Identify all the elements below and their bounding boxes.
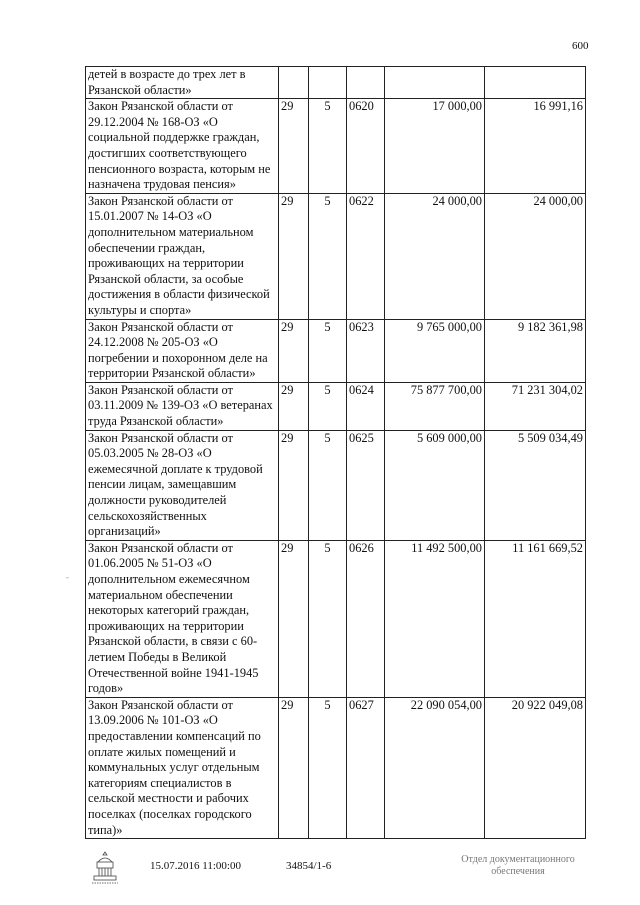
row-grbs-code: 29	[279, 319, 309, 382]
row-section-code: 5	[309, 430, 347, 540]
row-law-name: детей в возрасте до трех лет в Рязанской области»	[86, 67, 279, 99]
table-row	[86, 67, 586, 99]
footer-date: 15.07.2016 11:00:00	[150, 860, 241, 872]
row-grbs-code: 29	[279, 540, 309, 697]
row-actual-amount	[485, 67, 586, 99]
row-planned-amount: 5 609 000,00	[385, 430, 485, 540]
table-row	[86, 99, 586, 194]
row-actual-amount: 11 161 669,52	[485, 540, 586, 697]
budget-table	[85, 66, 586, 839]
row-actual-amount: 71 231 304,02	[485, 382, 586, 430]
budget-table-body	[86, 67, 586, 839]
page-footer	[0, 850, 640, 890]
row-actual-amount: 9 182 361,98	[485, 319, 586, 382]
row-subsection-code: 0626	[347, 540, 385, 697]
emblem-stamp-icon	[89, 850, 121, 886]
table-row	[86, 382, 586, 430]
row-section-code: 5	[309, 697, 347, 838]
row-law-name: Закон Рязанской области от 24.12.2008 № 205-ОЗ «О погребении и похоронном деле на территории Рязанской области»	[86, 319, 279, 382]
row-planned-amount	[385, 67, 485, 99]
table-row	[86, 540, 586, 697]
row-actual-amount: 20 922 049,08	[485, 697, 586, 838]
row-actual-amount: 24 000,00	[485, 193, 586, 319]
row-planned-amount: 11 492 500,00	[385, 540, 485, 697]
row-law-name: Закон Рязанской области от 29.12.2004 № 168-ОЗ «О социальной поддержке граждан, достигших соответствующего пенсионного возраста, которым не назначена трудовая пенсия»	[86, 99, 279, 194]
row-section-code: 5	[309, 99, 347, 194]
footer-organization-line2: обеспечения	[491, 866, 545, 877]
row-grbs-code: 29	[279, 382, 309, 430]
row-planned-amount: 9 765 000,00	[385, 319, 485, 382]
row-law-name: Закон Рязанской области от 05.03.2005 № 28-ОЗ «О ежемесячной доплате к трудовой пенсии лицам, замещавшим должности руководителей сельскохозяйственных организаций»	[86, 430, 279, 540]
row-subsection-code: 0624	[347, 382, 385, 430]
table-row	[86, 319, 586, 382]
row-section-code: 5	[309, 193, 347, 319]
row-planned-amount: 22 090 054,00	[385, 697, 485, 838]
row-planned-amount: 24 000,00	[385, 193, 485, 319]
row-subsection-code: 0627	[347, 697, 385, 838]
row-grbs-code: 29	[279, 430, 309, 540]
row-section-code: 5	[309, 540, 347, 697]
footer-organization	[438, 854, 598, 878]
footer-document-number: 34854/1-6	[286, 860, 332, 872]
row-subsection-code: 0620	[347, 99, 385, 194]
margin-mark: -	[66, 572, 69, 582]
row-grbs-code: 29	[279, 697, 309, 838]
row-planned-amount: 17 000,00	[385, 99, 485, 194]
row-subsection-code: 0622	[347, 193, 385, 319]
row-subsection-code: 0623	[347, 319, 385, 382]
row-section-code: 5	[309, 319, 347, 382]
row-subsection-code	[347, 67, 385, 99]
footer-organization-line1: Отдел документационного	[461, 854, 575, 865]
row-subsection-code: 0625	[347, 430, 385, 540]
row-actual-amount: 16 991,16	[485, 99, 586, 194]
table-row	[86, 193, 586, 319]
row-actual-amount: 5 509 034,49	[485, 430, 586, 540]
row-grbs-code: 29	[279, 99, 309, 194]
row-law-name: Закон Рязанской области от 03.11.2009 № 139-ОЗ «О ветеранах труда Рязанской области»	[86, 382, 279, 430]
row-grbs-code	[279, 67, 309, 99]
page-number: 600	[572, 40, 589, 52]
row-law-name: Закон Рязанской области от 15.01.2007 № 14-ОЗ «О дополнительном материальном обеспечении граждан, проживающих на территории Рязанской области, за особые достижения в области физической культуры и спорта»	[86, 193, 279, 319]
table-row	[86, 697, 586, 838]
row-law-name: Закон Рязанской области от 13.09.2006 № 101-ОЗ «О предоставлении компенсаций по оплате жилых помещений и коммунальных услуг отдельным категориям специалистов в сельской местности и рабочих поселках (поселках городского типа)»	[86, 697, 279, 838]
row-grbs-code: 29	[279, 193, 309, 319]
row-planned-amount: 75 877 700,00	[385, 382, 485, 430]
table-row	[86, 430, 586, 540]
row-section-code: 5	[309, 382, 347, 430]
row-section-code	[309, 67, 347, 99]
row-law-name: Закон Рязанской области от 01.06.2005 № 51-ОЗ «О дополнительном ежемесячном материальном обеспечении некоторых категорий граждан, проживающих на территории Рязанской области, в связи с 60-летием Победы в Великой Отечественной войне 1941-1945 годов»	[86, 540, 279, 697]
